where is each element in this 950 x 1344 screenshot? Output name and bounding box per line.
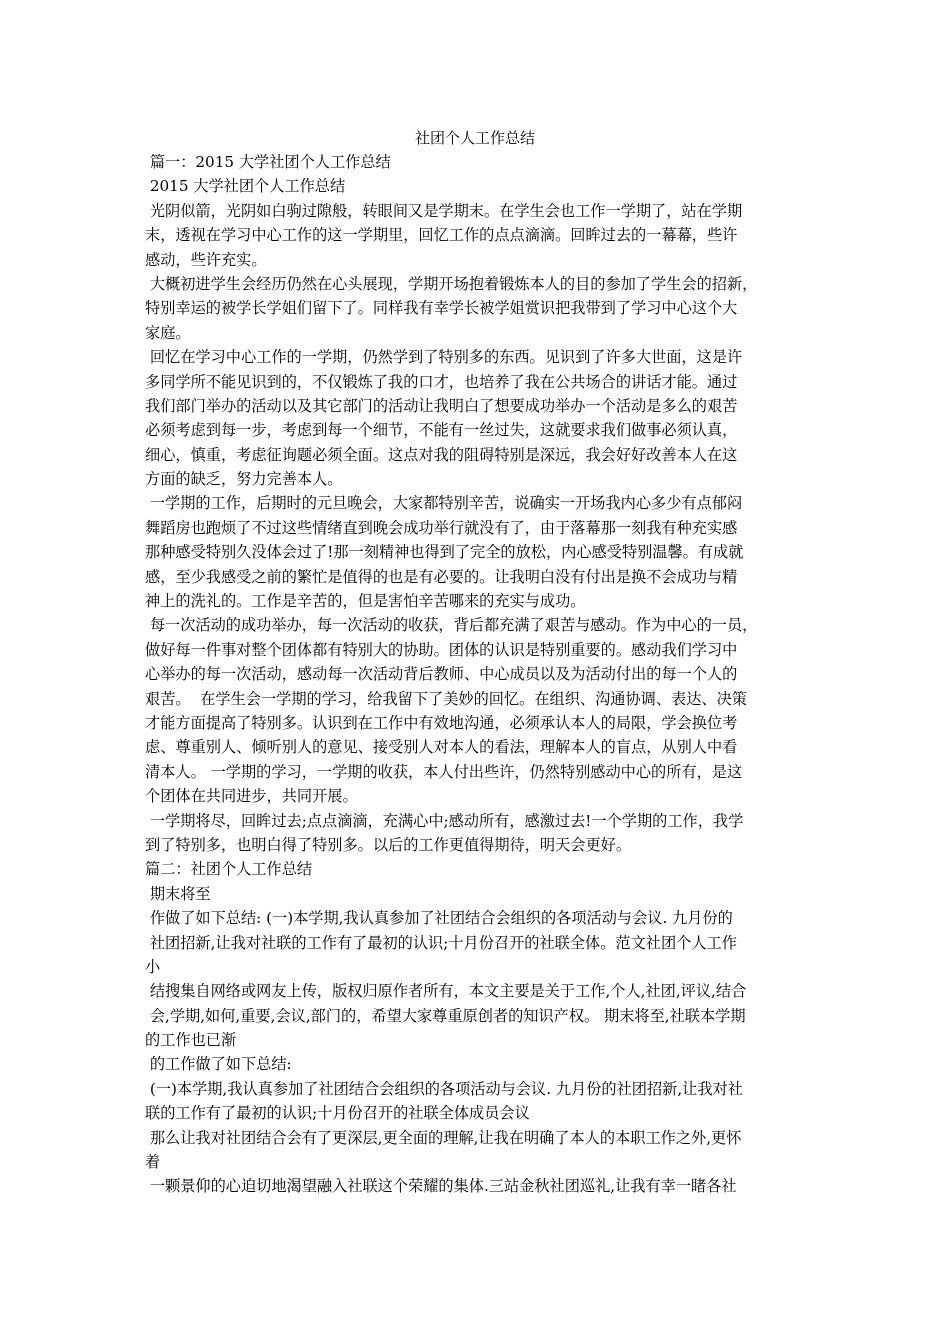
text-line: 那种感受特别久没体会过了!那一刻精神也得到了完全的放松，内心感受特别温馨。有成就 [145,543,744,562]
text-line: 一学期的工作，后期时的元旦晚会，大家都特别辛苦，说确实一开场我内心多少有点郁闷 [145,494,743,513]
text-line: 作做了如下总结: (一)本学期,我认真参加了社团结合会组织的各项活动与会议. 九月份的 [145,909,733,928]
text-line: 多同学所不能见识到的，不仅锻炼了我的口才，也培养了我在公共场合的讲话才能。通过 [145,372,738,391]
text-line: 末，透视在学习中心工作的这一学期里，回忆工作的点点滴滴。回眸过去的一幕幕，些许 [145,226,738,245]
text-line: 个团体在共同进步，共同开展。 [145,787,358,806]
text-line: (一)本学期,我认真参加了社团结合会组织的各项活动与会议. 九月份的社团招新,让我对社 [145,1079,743,1098]
text-line: 每一次活动的成功举办，每一次活动的收获，背后都充满了艰苦与感动。作为中心的一员， [145,616,758,635]
document-body [145,150,810,1199]
text-line: 回忆在学习中心工作的一学期，仍然学到了特别多的东西。见识到了许多大世面，这是许 [145,348,743,367]
text-line: 清本人。 一学期的学习，一学期的收获，本人付出些许，仍然特别感动中心的所有，是这 [145,762,743,781]
text-line: 小 [145,957,161,976]
text-line: 必须考虑到每一步，考虑到每一个细节，不能有一丝过失，这就要求我们做事必须认真， [145,421,738,440]
text-line: 篇二：社团个人工作总结 [145,860,313,879]
text-line: 细心，慎重，考虑征询题必须全面。这点对我的阻碍特别是深远，我会好好改善本人在这 [145,445,738,464]
text-line: 光阴似箭，光阴如白驹过隙般，转眼间又是学期末。在学生会也工作一学期了，站在学期 [145,201,743,220]
text-line: 才能方面提高了特别多。认识到在工作中有效地沟通，必须承认本人的局限，学会换位考 [145,713,738,732]
text-line: 做好每一件事对整个团体都有特别大的协助。团体的认识是特别重要的。感动我们学习中 [145,640,738,659]
text-line: 的工作做了如下总结: [145,1055,292,1074]
text-line: 家庭。 [145,323,191,342]
text-line: 特别幸运的被学长学姐们留下了。同样我有幸学长被学姐赏识把我带到了学习中心这个大 [145,299,738,318]
text-line: 一学期将尽，回眸过去;点点滴滴，充满心中;感动所有，感激过去!一个学期的工作，我学 [145,811,744,830]
text-line: 的工作也已渐 [145,1031,237,1050]
text-line: 虑、尊重别人、倾听别人的意见、接受别人对本人的看法，理解本人的盲点，从别人中看 [145,738,738,757]
text-line: 方面的缺乏，努力完善本人。 [145,470,343,489]
text-line: 到了特别多，也明白得了特别多。以后的工作更值得期待，明天会更好。 [145,835,631,854]
text-line: 联的工作有了最初的认识;十月份召开的社联全体成员会议 [145,1104,530,1123]
text-line: 期末将至 [145,884,211,903]
document-title: 社团个人工作总结 [414,129,535,147]
text-line: 篇一：2015 大学社团个人工作总结 [145,153,391,171]
text-line: 着 [145,1153,161,1172]
text-line: 社团招新,让我对社联的工作有了最初的认识;十月份召开的社联全体。范文社团个人工作 [145,933,737,952]
text-line: 艰苦。 在学生会一学期的学习，给我留下了美妙的回忆。在组织、沟通协调、表达、决策 [145,689,747,708]
text-line: 神上的洗礼的。工作是辛苦的，但是害怕辛苦哪来的充实与成功。 [145,592,586,611]
text-line: 结搜集自网络或网友上传，版权归原作者所有，本文主要是关于工作,个人,社团,评议,结合 [145,982,747,1001]
text-line: 会,学期,如何,重要,会议,部门的，希望大家尊重原创者的知识产权。 期末将至,社联本学期 [145,1006,746,1025]
text-line: 我们部门举办的活动以及其它部门的活动让我明白了想要成功举办一个活动是多么的艰苦 [145,396,738,415]
text-line: 2015 大学社团个人工作总结 [145,177,346,196]
text-line: 心举办的每一次活动，感动每一次活动背后教师、中心成员以及为活动付出的每一个人的 [145,665,738,684]
text-line: 舞蹈房也跑烦了不过这些情绪直到晚会成功举行就没有了，由于落幕那一刻我有种充实感 [145,518,738,537]
text-line: 感，至少我感受之前的繁忙是值得的也是有必要的。让我明白没有付出是换不会成功与精 [145,567,738,586]
text-line: 感动，些许充实。 [145,250,267,269]
text-line: 一颗景仰的心迫切地渴望融入社联这个荣耀的集体.三站金秋社团巡礼,让我有幸一睹各社 [145,1177,737,1196]
text-line: 大概初进学生会经历仍然在心头展现，学期开场抱着锻炼本人的目的参加了学生会的招新， [145,274,758,293]
text-line: 那么让我对社团结合会有了更深层,更全面的理解,让我在明确了本人的本职工作之外,更怀 [145,1128,742,1147]
